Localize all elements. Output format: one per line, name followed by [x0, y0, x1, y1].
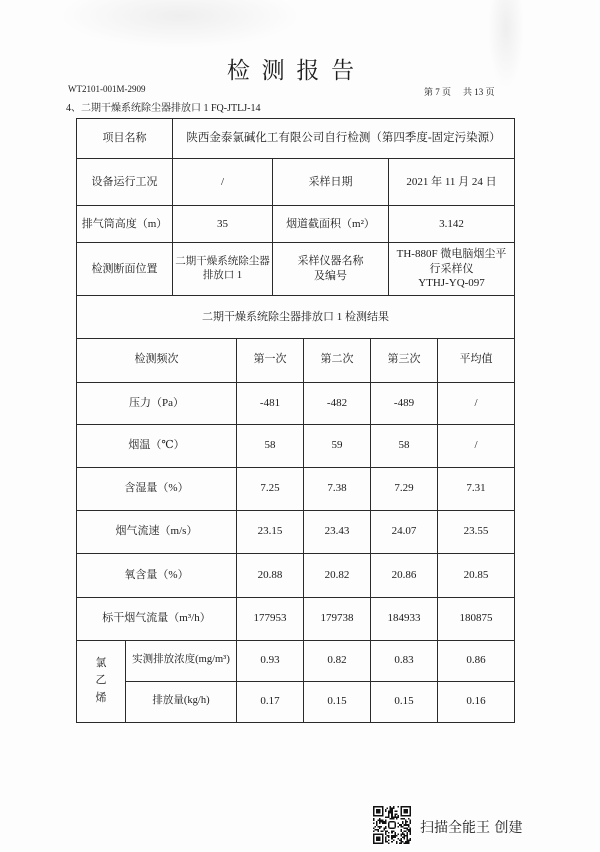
- result-value-3rd: 58: [371, 424, 438, 467]
- result-value-average: 0.16: [438, 681, 515, 722]
- result-row-velocity: [77, 510, 515, 553]
- instrument-label-cell: [273, 243, 389, 296]
- instrument-label: 采样仪器名称及编号: [297, 255, 364, 282]
- info-row-location: [77, 243, 515, 296]
- pollutant-group-cell: [77, 640, 126, 722]
- result-value-1st: 7.25: [237, 467, 304, 510]
- result-value-1st: 23.15: [237, 510, 304, 553]
- result-label: 含湿量（%）: [77, 467, 237, 510]
- qr-code-icon: [373, 806, 411, 844]
- section-location-value: 二期干燥系统除尘器排放口 1: [173, 243, 273, 296]
- result-row-flow: [77, 597, 515, 640]
- pollutant-name: 氯乙烯: [95, 656, 107, 704]
- flue-area-label: 烟道截面积（m²）: [273, 206, 389, 243]
- result-label: 氧含量（%）: [77, 553, 237, 597]
- result-label: 压力（Pa）: [77, 382, 237, 424]
- result-value-3rd: 7.29: [371, 467, 438, 510]
- sampling-date-label: 采样日期: [273, 159, 389, 206]
- result-value-2nd: 7.38: [304, 467, 371, 510]
- report-title: 检 测 报 告: [226, 58, 358, 83]
- result-row-moisture: [77, 467, 515, 510]
- instrument-code: YTHJ-YQ-097: [418, 277, 485, 290]
- result-value-average: 23.55: [438, 510, 515, 553]
- result-value-1st: 0.93: [237, 640, 304, 681]
- column-header-average: 平均值: [438, 338, 515, 382]
- page-info: [424, 85, 495, 98]
- result-value-average: 7.31: [438, 467, 515, 510]
- result-row-pressure: [77, 382, 515, 424]
- page-current: 第 7 页: [424, 87, 452, 97]
- result-value-average: /: [438, 382, 515, 424]
- result-value-2nd: 20.82: [304, 553, 371, 597]
- result-value-2nd: 179738: [304, 597, 371, 640]
- column-header-frequency: 检测频次: [77, 338, 237, 382]
- page-total: 共 13 页: [463, 87, 495, 97]
- result-row-temperature: [77, 424, 515, 467]
- result-value-3rd: 0.83: [371, 640, 438, 681]
- result-value-1st: 58: [237, 424, 304, 467]
- column-header-2nd: 第二次: [304, 338, 371, 382]
- result-value-average: /: [438, 424, 515, 467]
- result-value-2nd: 23.43: [304, 510, 371, 553]
- result-value-2nd: -482: [304, 382, 371, 424]
- stack-height-label: 排气筒高度（m）: [77, 206, 173, 243]
- operating-condition-label: 设备运行工况: [77, 159, 173, 206]
- result-value-2nd: 0.15: [304, 681, 371, 722]
- results-table: [76, 338, 515, 723]
- column-header-3rd: 第三次: [371, 338, 438, 382]
- result-value-average: 20.85: [438, 553, 515, 597]
- result-value-3rd: 24.07: [371, 510, 438, 553]
- result-value-3rd: 0.15: [371, 681, 438, 722]
- project-name-value: 陕西金泰氯碱化工有限公司自行检测（第四季度-固定污染源）: [173, 119, 515, 159]
- result-value-3rd: 184933: [371, 597, 438, 640]
- result-value-2nd: 59: [304, 424, 371, 467]
- section-location-label: 检测断面位置: [77, 243, 173, 296]
- result-row-emission-rate: [77, 681, 515, 722]
- result-value-average: 0.86: [438, 640, 515, 681]
- report-number: WT2101-001M-2909: [68, 84, 146, 94]
- results-title-row: [77, 296, 515, 339]
- column-header-1st: 第一次: [237, 338, 304, 382]
- result-label: 烟气流速（m/s）: [77, 510, 237, 553]
- result-label: 实测排放浓度(mg/m³): [126, 640, 237, 681]
- result-value-1st: 20.88: [237, 553, 304, 597]
- result-value-2nd: 0.82: [304, 640, 371, 681]
- info-row-project: [77, 119, 515, 159]
- project-name-label: 项目名称: [77, 119, 173, 159]
- result-label: 排放量(kg/h): [126, 681, 237, 722]
- result-row-concentration: [77, 640, 515, 681]
- result-value-average: 180875: [438, 597, 515, 640]
- result-value-1st: -481: [237, 382, 304, 424]
- results-title: 二期干燥系统除尘器排放口 1 检测结果: [77, 296, 515, 339]
- result-row-oxygen: [77, 553, 515, 597]
- result-value-1st: 0.17: [237, 681, 304, 722]
- result-value-1st: 177953: [237, 597, 304, 640]
- result-label: 烟温（℃）: [77, 424, 237, 467]
- info-row-condition: [77, 159, 515, 206]
- result-label: 标干烟气流量（m³/h）: [77, 597, 237, 640]
- result-value-3rd: 20.86: [371, 553, 438, 597]
- basic-info-table: [76, 118, 515, 339]
- section-title: 4、二期干燥系统除尘器排放口 1 FQ-JTLJ-14: [66, 103, 261, 114]
- info-row-stack: [77, 206, 515, 243]
- instrument-value-cell: [389, 243, 515, 296]
- result-value-3rd: -489: [371, 382, 438, 424]
- sampling-date-value: 2021 年 11 月 24 日: [389, 159, 515, 206]
- results-header-row: [77, 338, 515, 382]
- instrument-name: TH-880F 微电脑烟尘平行采样仪: [396, 247, 507, 275]
- operating-condition-value: /: [173, 159, 273, 206]
- flue-area-value: 3.142: [389, 206, 515, 243]
- scanner-watermark-label: 扫描全能王 创建: [420, 820, 523, 836]
- stack-height-value: 35: [173, 206, 273, 243]
